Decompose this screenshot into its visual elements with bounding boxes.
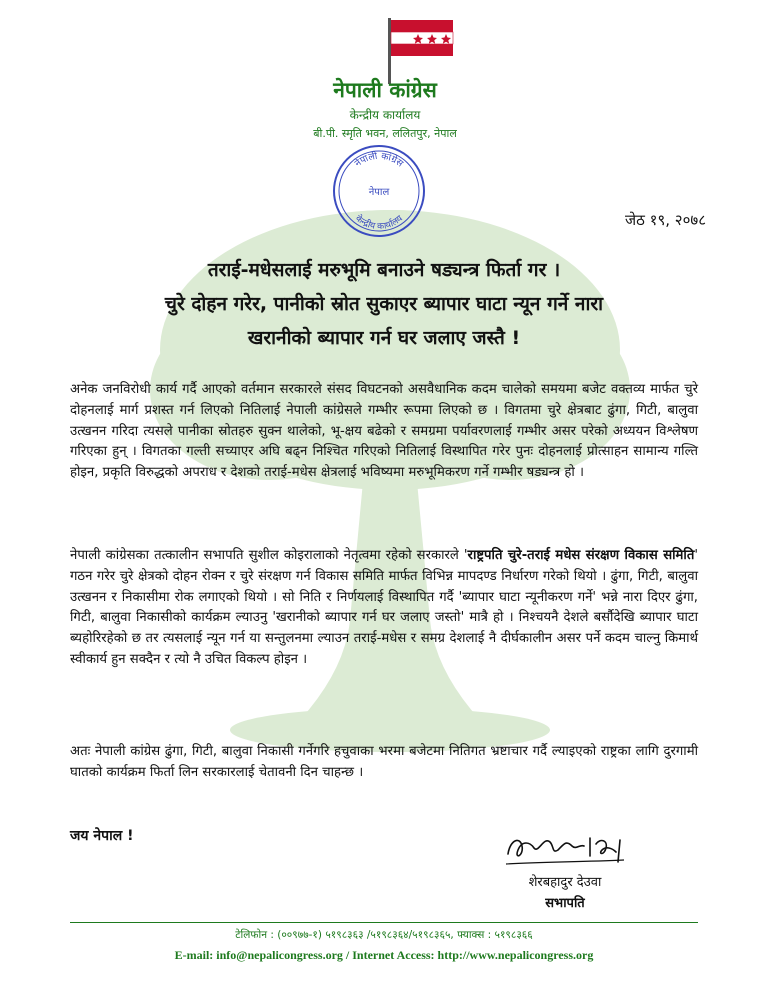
- paragraph-3: अतः नेपाली कांग्रेस ढुंगा, गिटी, बालुवा निकासी गर्नेगरि हचुवाका भरमा बजेटमा नितिगत भ्रष्टाचार गर्दै ल्याइएको राष्ट्रका लागि दुरगामी घातको कार्यक्रम फिर्ता लिन सरकारलाई चेतावनी दिन चाहन्छ ।: [70, 744, 698, 780]
- office-name: केन्द्रीय कार्यालय: [349, 108, 421, 122]
- seal-top-text: नेपाली कांग्रेस: [352, 150, 406, 170]
- headline-line-1: तराई-मधेसलाई मरुभूमि बनाउने षड्यन्त्र फिर्ता गर ।: [207, 259, 561, 281]
- handwritten-signature: [500, 822, 630, 872]
- office-seal-stamp: [331, 143, 427, 239]
- letter-date: जेठ १९, २०७८: [625, 211, 706, 229]
- office-address: बी.पी. स्मृति भवन, ललितपुर, नेपाल: [313, 127, 457, 140]
- signer-title: सभापति: [545, 896, 585, 911]
- paragraph-2-committee-name: राष्ट्रपति चुरे-तराई मधेस संरक्षण विकास समिति: [467, 548, 695, 563]
- paragraph-2-intro: नेपाली कांग्रेसका तत्कालीन सभापति सुशील कोइरालाको नेतृत्वमा रहेको सरकारले ': [70, 548, 468, 563]
- seal-bottom-text: केन्द्रीय कार्यालय: [353, 213, 405, 233]
- headline-line-3: खरानीको ब्यापार गर्न घर जलाए जस्तै !: [247, 327, 521, 349]
- paragraph-2-rest: ' गठन गरेर चुरे क्षेत्रको दोहन रोक्न र चुरे संरक्षण गर्न विकास समिति मार्फत विभिन्न मापदण्ड निर्धारण गरेको थियो । ढुंगा, गिटी, बालुवा उत्खनन र निकासीमा रोक लगाएको थियो । सो निति र निर्णयलाई विस्थापित गर्दै 'ब्यापार घाटा न्यूनीकरण गर्ने' भन्ने नारा दिएर ढुंगा, गिटी, बालुवा निकासीको कार्यक्रम ल्याउनु 'खरानीको ब्यापार गर्न घर जलाए जस्तो' मात्रै हो । निश्चयनै देशले बर्सौदेखि ब्यापार घाटा ब्यहोरिरहेको छ तर त्यसलाई न्यून गर्न या सन्तुलनमा ल्याउन तराई-मधेस र समग्र देशलाई नै दीर्घकालीन असर पर्ने कदम चाल्नु किमार्थ स्वीकार्य हुन सक्दैन र त्यो नै उचित विकल्प होइन ।: [70, 548, 699, 667]
- party-name: नेपाली कांग्रेस: [333, 78, 437, 102]
- signer-name: शेरबहादुर देउवा: [528, 875, 602, 890]
- seal-middle-text: नेपाल: [368, 187, 390, 198]
- footer-divider: [70, 922, 698, 923]
- footer-phone: टेलिफोन : (००९७७-१) ५१९८३६३ /५१९८३६४/५१९८३६५, फ्याक्स : ५१९८३६६: [235, 929, 533, 941]
- party-flag-logo: [378, 14, 458, 84]
- headline: [60, 253, 708, 355]
- closing-salutation: जय नेपाल !: [70, 828, 134, 844]
- svg-text:केन्द्रीय कार्यालय: [353, 212, 405, 232]
- headline-line-2: चुरे दोहन गरेर, पानीको स्रोत सुकाएर ब्यापार घाटा न्यून गर्ने नारा: [164, 293, 604, 315]
- svg-text:नेपाली कांग्रेस: [352, 150, 405, 170]
- paragraph-1: अनेक जनविरोधी कार्य गर्दै आएको वर्तमान सरकारले संसद विघटनको असवैधानिक कदम चालेको समयमा बजेट वक्तव्य मार्फत चुरे दोहनलाई मार्ग प्रशस्त गर्न लिएको नितिलाई नेपाली कांग्रेसले गम्भीर रूपमा लिएको छ । विगतमा चुरे क्षेत्रबाट ढुंगा, गिटी, बालुवा उत्खनन गरिदा त्यसले पानीका स्रोतहरु सुक्न थालेको, भू-क्षय बढेको र समग्रमा पर्यावरणलाई गम्भीर असर परेको अध्ययन विश्लेषण गरिएका हुन् । विगतका गल्ती सच्याएर अघि बढ्न निश्चित गरिएको नितिलाई विस्थापित गरेर पुनः दोहनलाई प्रोत्साहन सामान्य गल्ति होइन, प्रकृति विरुद्धको अपराध र देशको तराई-मधेस क्षेत्रलाई भविष्यमा मरुभूमिकरण गर्ने गम्भीर षड्यन्त्र हो ।: [70, 382, 698, 481]
- paragraph-2: [70, 546, 698, 671]
- footer-contact: E-mail: info@nepalicongress.org / Internet Access: http://www.nepalicongress.org: [174, 948, 594, 962]
